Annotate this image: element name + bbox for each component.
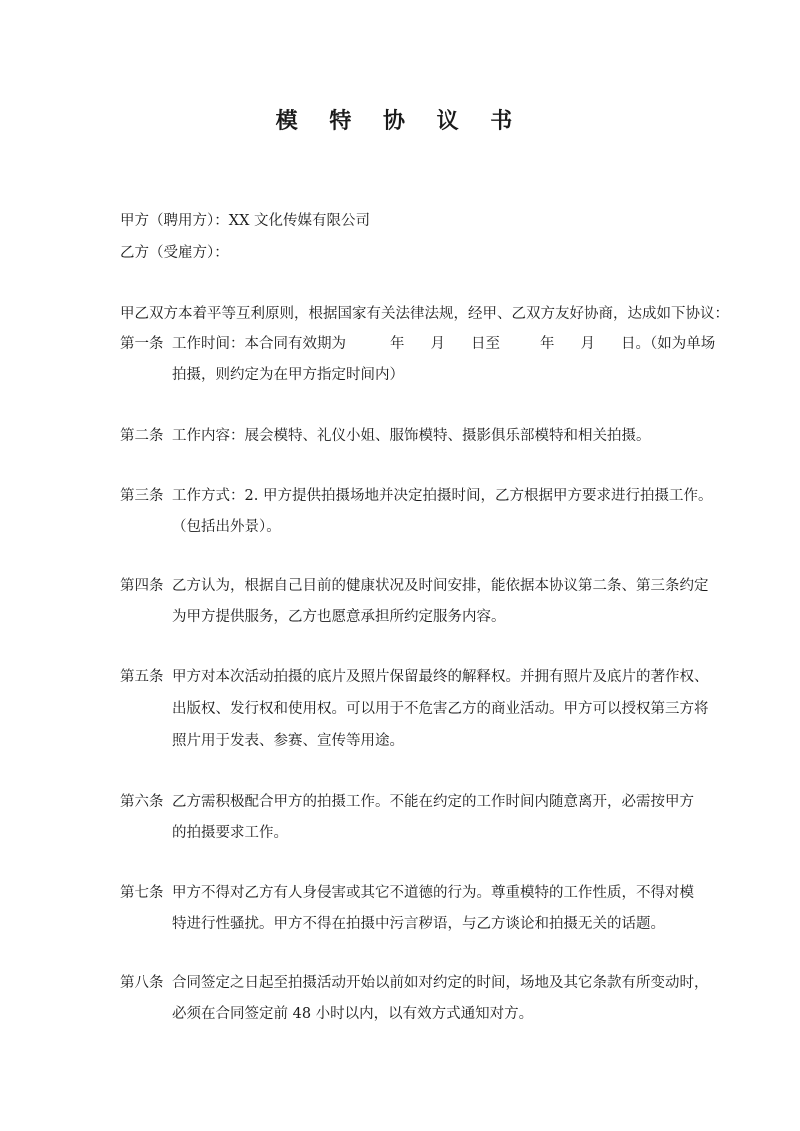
article-4-line-2: 为甲方提供服务，乙方也愿意承担所约定服务内容。 [172, 609, 506, 625]
article-label: 第六条 [120, 794, 164, 810]
article-text: 甲方对本次活动拍摄的底片及照片保留最终的解释权。并拥有照片及底片的著作权、 [172, 669, 709, 685]
intro-paragraph: 甲乙双方本着平等互利原则，根据国家有关法律法规，经甲、乙双方友好协商，达成如下协议： [120, 306, 729, 322]
article-2-line-1 [120, 426, 651, 446]
article-1-line-1 [120, 334, 715, 354]
article-label: 第二条 [120, 428, 164, 444]
article-3-line-1 [120, 486, 712, 506]
article-label: 第三条 [120, 488, 164, 504]
article-label: 第一条 [120, 336, 164, 352]
date-month-label: 月 [430, 336, 445, 352]
article-5-line-2: 出版权、发行权和使用权。可以用于不危害乙方的商业活动。甲方可以授权第三方将 [172, 701, 709, 717]
article-7-line-1 [120, 883, 694, 903]
article-text: 工作方式：2. 甲方提供拍摄场地并决定拍摄时间，乙方根据甲方要求进行拍摄工作。 [172, 488, 713, 504]
article-text: 合同签定之日起至拍摄活动开始以前如对约定的时间，场地及其它条款有所变动时， [172, 975, 709, 991]
date-day-to-label: 日至 [471, 336, 500, 352]
article-text: 乙方需积极配合甲方的拍摄工作。不能在约定的工作时间内随意离开，必需按甲方 [172, 794, 694, 810]
article-6-line-1 [120, 792, 694, 812]
article-label: 第四条 [120, 578, 164, 594]
date-month-label: 月 [580, 336, 595, 352]
document-title: 模 特 协 议 书 [275, 108, 525, 134]
party-b-line: 乙方（受雇方）： [120, 245, 229, 261]
article-7-line-2: 特进行性骚扰。甲方不得在拍摄中污言秽语，与乙方谈论和拍摄无关的话题。 [172, 916, 665, 932]
article-text: 工作时间：本合同有效期为 [172, 336, 346, 352]
date-year-label: 年 [390, 336, 405, 352]
article-text: 乙方认为，根据自己目前的健康状况及时间安排，能依据本协议第二条、第三条约定 [172, 578, 709, 594]
party-a-line: 甲方（聘用方）：XX 文化传媒有限公司 [120, 213, 371, 229]
date-day-tail: 日。（如为单场 [621, 336, 716, 352]
article-8-line-2: 必须在合同签定前 48 小时以内，以有效方式通知对方。 [172, 1006, 534, 1022]
article-4-line-1 [120, 576, 709, 596]
article-label: 第八条 [120, 975, 164, 991]
article-1-line-2: 拍摄，则约定为在甲方指定时间内） [172, 367, 404, 383]
article-6-line-2: 的拍摄要求工作。 [172, 825, 288, 841]
article-5-line-1 [120, 667, 709, 687]
date-year-label: 年 [540, 336, 555, 352]
article-text: 工作内容：展会模特、礼仪小姐、服饰模特、摄影俱乐部模特和相关拍摄。 [172, 428, 651, 444]
article-3-line-2: （包括出外景）。 [172, 519, 281, 535]
article-label: 第七条 [120, 885, 164, 901]
article-8-line-1 [120, 973, 709, 993]
article-label: 第五条 [120, 669, 164, 685]
article-text: 甲方不得对乙方有人身侵害或其它不道德的行为。尊重模特的工作性质，不得对模 [172, 885, 694, 901]
article-5-line-3: 照片用于发表、参赛、宣传等用途。 [172, 733, 404, 749]
